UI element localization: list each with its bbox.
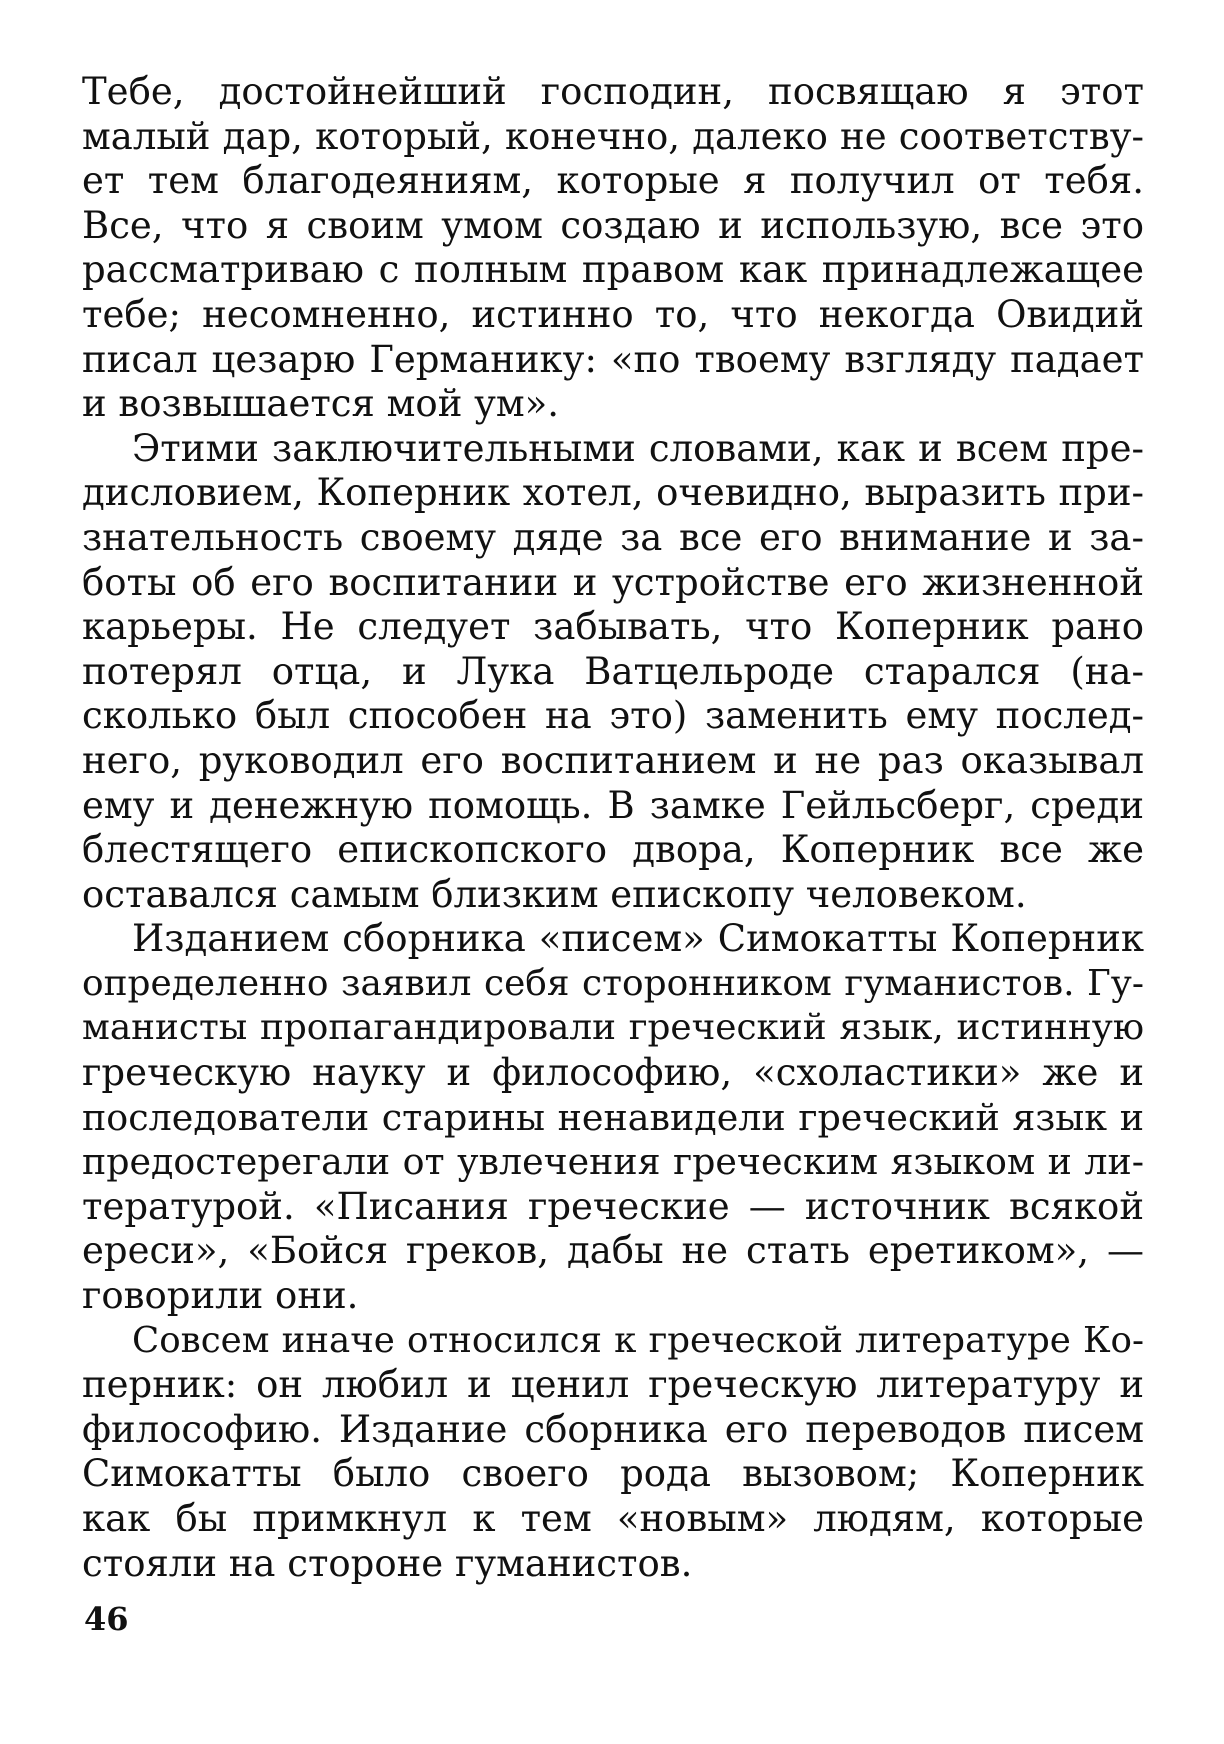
text-line: Совсем иначе относился к греческой литературе Ко- — [132, 1319, 1144, 1361]
text-line: потерял отца, и Лука Ватцельроде старался (на- — [82, 649, 1144, 693]
text-line: тературой. «Писания греческие — источник всякой — [82, 1184, 1144, 1228]
text-line: Все, что я своим умом создаю и использую, все это — [82, 203, 1144, 247]
text-line: говорили они. — [82, 1274, 359, 1318]
text-line: малый дар, который, конечно, далеко не соответству- — [82, 114, 1144, 158]
text-line: перник: он любил и ценил греческую литературу и — [82, 1363, 1144, 1407]
text-line: определенно заявил себя сторонником гуманистов. Гу- — [82, 962, 1144, 1004]
paragraph-1 — [82, 70, 1144, 427]
text-line: боты об его воспитании и устройстве его жизненной — [82, 560, 1144, 604]
text-line: писал цезарю Германику: «по твоему взгляду падает — [82, 337, 1144, 381]
page-number: 46 — [84, 1600, 129, 1638]
text-line: ему и денежную помощь. В замке Гейльсберг, среди — [82, 783, 1144, 827]
text-line: ет тем благодеяниям, которые я получил от тебя. — [82, 159, 1144, 203]
text-line: стояли на стороне гуманистов. — [82, 1541, 693, 1585]
text-line: сколько был способен на это) заменить ему послед- — [82, 694, 1144, 738]
text-line: как бы примкнул к тем «новым» людям, которые — [82, 1497, 1144, 1540]
text-line: блестящего епископского двора, Коперник все же — [82, 828, 1144, 872]
text-line: тебе; несомненно, истинно то, что некогда Овидий — [82, 292, 1144, 336]
text-line: дисловием, Коперник хотел, очевидно, выразить при- — [82, 471, 1144, 515]
text-line: манисты пропагандировали греческий язык, истинную — [82, 1007, 1144, 1049]
text-line: оставался самым близким епископу человеком. — [82, 872, 1027, 916]
text-line: греческую науку и философию, «схоластики» же и — [82, 1051, 1144, 1095]
text-line: последователи старины ненавидели греческий язык и — [82, 1095, 1144, 1139]
text-line: философию. Издание сборника его переводов писем — [82, 1407, 1144, 1451]
paragraph-3 — [82, 917, 1144, 1318]
text-line: Этими заключительными словами, как и всем пре- — [132, 426, 1144, 470]
text-line: ереси», «Бойся греков, дабы не стать еретиком», — — [82, 1229, 1144, 1273]
text-line: карьеры. Не следует забывать, что Коперник рано — [82, 605, 1144, 649]
paragraph-4 — [82, 1319, 1144, 1587]
text-line: знательность своему дяде за все его внимание и за- — [82, 515, 1144, 559]
text-line: Тебе, достойнейший господин, посвящаю я этот — [82, 70, 1144, 113]
text-line: Изданием сборника «писем» Симокатты Коперник — [132, 917, 1144, 961]
text-line: Симокатты было своего рода вызовом; Коперник — [82, 1452, 1144, 1496]
paragraph-2 — [82, 427, 1144, 918]
text-line: рассматриваю с полным правом как принадлежащее — [82, 248, 1144, 292]
text-line: предостерегали от увлечения греческим языком и ли- — [82, 1140, 1144, 1184]
text-line: него, руководил его воспитанием и не раз оказывал — [82, 738, 1144, 782]
page-body — [82, 70, 1144, 1586]
text-line: и возвышается мой ум». — [82, 382, 560, 426]
